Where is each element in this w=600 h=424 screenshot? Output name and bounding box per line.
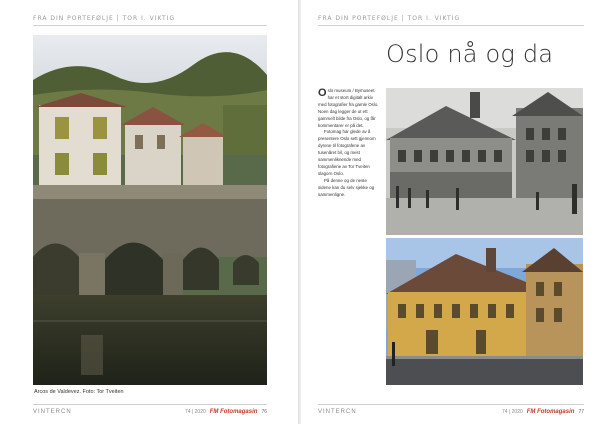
paragraph-3: På denne og de neste sidene kan du selv sjekke og sammenligne.	[318, 177, 375, 197]
modern-oslo-photo	[386, 238, 583, 385]
photo-caption: Arcos de Valdevez. Foto: Tor Tveiten	[34, 389, 124, 395]
footer-meta-left	[185, 409, 267, 415]
page-number-left: 76	[261, 409, 267, 415]
paragraph-1-text: slo museum / Bymuseet har et stort digitalt arkiv med fotografier fra gamle Oslo. Noen dag legger de ut ett gammelt bilde fra Oslo, og får kommentarer er på det.	[318, 88, 379, 128]
article-title: Oslo nå og da	[386, 40, 554, 68]
modern-oslo-illustration	[386, 238, 583, 385]
footer-section-right: VINTERCN	[318, 409, 357, 415]
running-head-right: FRA DIN PORTEFØLJE | TOR I. VIKTIG	[318, 15, 461, 22]
running-head-left: FRA DIN PORTEFØLJE | TOR I. VIKTIG	[33, 15, 176, 22]
footer-meta-right	[502, 409, 584, 415]
header-rule-right	[318, 25, 584, 26]
bridge-photo	[33, 35, 267, 385]
footer-rule-left	[33, 404, 267, 405]
header-rule-left	[33, 25, 267, 26]
footer-rule-right	[318, 404, 584, 405]
magazine-logo-left: FM Fotomagasin	[209, 409, 258, 415]
article-body	[318, 88, 380, 199]
old-oslo-illustration	[386, 88, 583, 235]
footer-issue-left: 74 | 2020	[185, 409, 206, 415]
footer-section-left: VINTERCN	[33, 409, 72, 415]
paragraph-2: Fotomag har glede av å presentere Oslo sett gjennom dyrene til fotografene av tusenåret bil, og mest sammenliknende med fotografiene av Tor Tveiten slagorn Oslo.	[318, 129, 376, 176]
paragraph-1	[318, 88, 380, 129]
bridge-photo-illustration	[33, 35, 267, 385]
footer-issue-right: 74 | 2020	[502, 409, 523, 415]
left-page	[0, 0, 299, 424]
magazine-logo-right: FM Fotomagasin	[526, 409, 575, 415]
page-number-right: 77	[578, 409, 584, 415]
old-oslo-photo	[386, 88, 583, 235]
dropcap: O	[318, 87, 327, 99]
